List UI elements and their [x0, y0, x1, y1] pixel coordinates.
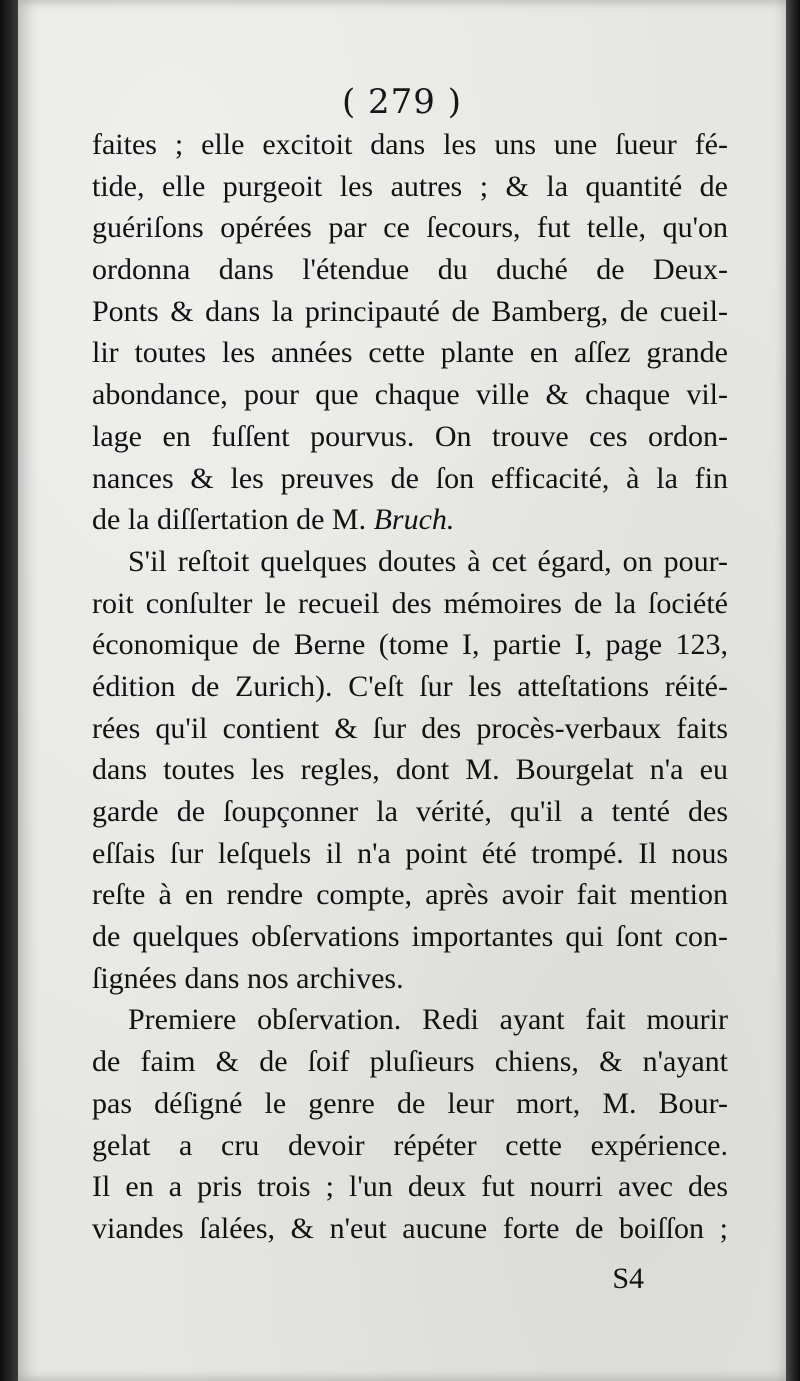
text-line: pas déſigné le genre de leur mort, M. Bour- [92, 1086, 728, 1120]
text-line: roit conſulter le recueil des mémoires de la ſociété [92, 586, 728, 620]
page-number-header: ( 279 ) [341, 82, 463, 122]
text-line: rées qu'il contient & ſur des procès-verbaux faits [92, 711, 728, 745]
text-line: faites ; elle excitoit dans les uns une ſueur fé- [92, 128, 728, 161]
text-line: eſſais ſur leſquels il n'a point été trompé. Il nous [92, 836, 728, 870]
text-line: viandes ſalées, & n'eut aucune forte de boiſſon ; [92, 1211, 728, 1245]
text-line: S'il reſtoit quelques doutes à cet égard, on pour- [128, 544, 728, 578]
text-line: guériſons opérées par ce ſecours, fut telle, qu'on [92, 211, 728, 245]
text-line: de faim & de ſoif pluſieurs chiens, & n'ayant [92, 1045, 728, 1079]
text-line-last [92, 499, 728, 541]
text-line: nances & les preuves de ſon efficacité, à la fin [92, 461, 728, 495]
text-line: de quelques obſervations importantes qui ſont con- [92, 920, 728, 954]
text-line: Ponts & dans la principauté de Bamberg, de cueil- [92, 294, 728, 328]
book-page [18, 0, 786, 1381]
text-line-last: ſignées dans nos archives. [92, 961, 404, 995]
text-line: Premiere obſervation. Redi ayant fait mourir [128, 1003, 728, 1037]
text-line: garde de ſoupçonner la vérité, qu'il a tenté des [92, 795, 728, 828]
text-span: de la diſſertation de M. [92, 503, 374, 537]
author-name-italic: Bruch. [373, 503, 455, 537]
text-line: dans toutes les regles, dont M. Bourgelat n'a eu [92, 753, 728, 787]
page-edge-shadow [786, 0, 800, 1381]
page-body-text [92, 124, 728, 1299]
text-line: Il en a pris trois ; l'un deux fut nourri avec des [92, 1170, 728, 1204]
text-line: ordonna dans l'étendue du duché de Deux- [92, 253, 728, 287]
text-line: tide, elle purgeoit les autres ; & la quantité de [92, 169, 728, 203]
text-line: gelat a cru devoir répéter cette expérience. [92, 1128, 728, 1162]
text-line: lage en fuſſent pourvus. On trouve ces ordon- [92, 419, 728, 453]
book-gutter-shadow [0, 0, 18, 1381]
text-line: édition de Zurich). C'eſt ſur les atteſtations réité- [92, 669, 728, 703]
text-line: lir toutes les années cette plante en aſſez grande [92, 336, 728, 370]
text-line: économique de Berne (tome I, partie I, page 123, [92, 628, 728, 662]
signature-mark: S4 [612, 1261, 644, 1295]
text-line: abondance, pour que chaque ville & chaque vil- [92, 378, 728, 412]
text-line: reſte à en rendre compte, après avoir fait mention [92, 878, 728, 912]
